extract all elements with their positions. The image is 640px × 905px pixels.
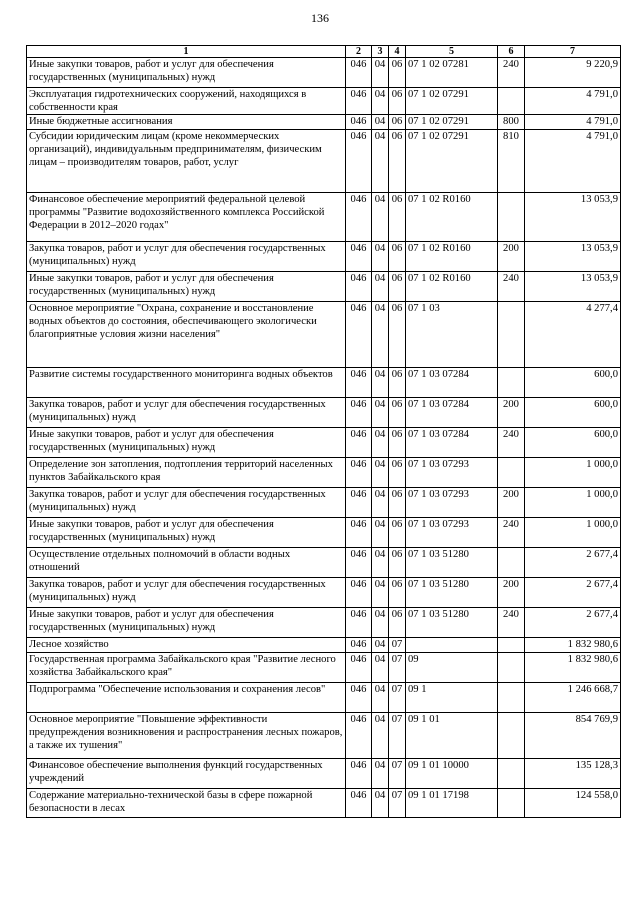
row-subsection-code: 04 bbox=[372, 638, 389, 653]
row-target-code: 07 1 03 51280 bbox=[406, 578, 498, 608]
table-row bbox=[27, 759, 621, 789]
row-subsection-detail: 06 bbox=[389, 548, 406, 578]
row-expense-type: 240 bbox=[498, 58, 525, 88]
row-target-code: 07 1 02 07291 bbox=[406, 88, 498, 115]
row-name: Развитие системы государственного мониторинга водных объектов bbox=[27, 368, 346, 398]
row-section-code: 046 bbox=[346, 428, 372, 458]
row-name: Определение зон затопления, подтопления территорий населенных пунктов Забайкальского края bbox=[27, 458, 346, 488]
row-expense-type: 240 bbox=[498, 272, 525, 302]
table-row bbox=[27, 88, 621, 115]
row-subsection-code: 04 bbox=[372, 458, 389, 488]
row-target-code: 07 1 02 R0160 bbox=[406, 193, 498, 242]
table-row bbox=[27, 130, 621, 193]
row-section-code: 046 bbox=[346, 653, 372, 683]
row-section-code: 046 bbox=[346, 548, 372, 578]
row-expense-type: 240 bbox=[498, 428, 525, 458]
row-target-code: 07 1 02 07291 bbox=[406, 130, 498, 193]
row-subsection-code: 04 bbox=[372, 428, 389, 458]
row-subsection-code: 04 bbox=[372, 683, 389, 713]
row-amount: 600,0 bbox=[525, 428, 621, 458]
row-subsection-code: 04 bbox=[372, 368, 389, 398]
column-header-3: 3 bbox=[372, 46, 389, 58]
row-section-code: 046 bbox=[346, 368, 372, 398]
row-expense-type bbox=[498, 302, 525, 368]
row-expense-type bbox=[498, 458, 525, 488]
row-amount: 600,0 bbox=[525, 368, 621, 398]
row-name: Закупка товаров, работ и услуг для обеспечения государственных (муниципальных) нужд bbox=[27, 578, 346, 608]
row-subsection-detail: 06 bbox=[389, 272, 406, 302]
row-subsection-code: 04 bbox=[372, 608, 389, 638]
column-header-7: 7 bbox=[525, 46, 621, 58]
row-target-code bbox=[406, 638, 498, 653]
row-section-code: 046 bbox=[346, 759, 372, 789]
row-section-code: 046 bbox=[346, 608, 372, 638]
row-subsection-detail: 07 bbox=[389, 683, 406, 713]
column-header-5: 5 bbox=[406, 46, 498, 58]
row-name: Финансовое обеспечение мероприятий федеральной целевой программы "Развитие водохозяйственного комплекса Российской Федерации в 2012–2020 годах" bbox=[27, 193, 346, 242]
row-expense-type: 810 bbox=[498, 130, 525, 193]
row-expense-type: 200 bbox=[498, 242, 525, 272]
row-subsection-detail: 06 bbox=[389, 58, 406, 88]
row-name: Субсидии юридическим лицам (кроме некоммерческих организаций), индивидуальным предпринимателям, физическим лицам – производителям товаров, работ, услуг bbox=[27, 130, 346, 193]
row-target-code: 07 1 03 bbox=[406, 302, 498, 368]
row-expense-type: 800 bbox=[498, 115, 525, 130]
row-name: Иные закупки товаров, работ и услуг для обеспечения государственных (муниципальных) нужд bbox=[27, 518, 346, 548]
row-amount: 2 677,4 bbox=[525, 608, 621, 638]
row-expense-type bbox=[498, 368, 525, 398]
table-row bbox=[27, 713, 621, 759]
row-amount: 4 791,0 bbox=[525, 115, 621, 130]
row-subsection-detail: 07 bbox=[389, 638, 406, 653]
row-section-code: 046 bbox=[346, 115, 372, 130]
table-row bbox=[27, 578, 621, 608]
row-target-code: 07 1 02 R0160 bbox=[406, 242, 498, 272]
row-target-code: 09 1 01 17198 bbox=[406, 789, 498, 818]
row-amount: 124 558,0 bbox=[525, 789, 621, 818]
row-amount: 4 277,4 bbox=[525, 302, 621, 368]
row-target-code: 09 bbox=[406, 653, 498, 683]
row-section-code: 046 bbox=[346, 130, 372, 193]
row-subsection-detail: 06 bbox=[389, 398, 406, 428]
row-subsection-detail: 07 bbox=[389, 653, 406, 683]
row-name: Подпрограмма "Обеспечение использования и сохранения лесов" bbox=[27, 683, 346, 713]
row-amount: 1 832 980,6 bbox=[525, 638, 621, 653]
row-subsection-code: 04 bbox=[372, 518, 389, 548]
row-subsection-code: 04 bbox=[372, 713, 389, 759]
row-section-code: 046 bbox=[346, 638, 372, 653]
row-name: Закупка товаров, работ и услуг для обеспечения государственных (муниципальных) нужд bbox=[27, 242, 346, 272]
row-subsection-detail: 06 bbox=[389, 428, 406, 458]
column-header-6: 6 bbox=[498, 46, 525, 58]
row-subsection-code: 04 bbox=[372, 272, 389, 302]
row-subsection-detail: 06 bbox=[389, 302, 406, 368]
table-row bbox=[27, 638, 621, 653]
table-row bbox=[27, 518, 621, 548]
row-section-code: 046 bbox=[346, 683, 372, 713]
table-row bbox=[27, 683, 621, 713]
row-target-code: 07 1 02 07291 bbox=[406, 115, 498, 130]
table-row bbox=[27, 272, 621, 302]
row-name: Эксплуатация гидротехнических сооружений, находящихся в собственности края bbox=[27, 88, 346, 115]
table-row bbox=[27, 548, 621, 578]
row-target-code: 07 1 02 R0160 bbox=[406, 272, 498, 302]
row-amount: 13 053,9 bbox=[525, 242, 621, 272]
row-target-code: 07 1 03 51280 bbox=[406, 548, 498, 578]
row-section-code: 046 bbox=[346, 242, 372, 272]
budget-table bbox=[26, 45, 621, 818]
row-subsection-code: 04 bbox=[372, 548, 389, 578]
row-expense-type bbox=[498, 759, 525, 789]
table-row bbox=[27, 458, 621, 488]
row-target-code: 07 1 03 07284 bbox=[406, 398, 498, 428]
row-subsection-code: 04 bbox=[372, 58, 389, 88]
row-target-code: 07 1 03 07293 bbox=[406, 518, 498, 548]
row-section-code: 046 bbox=[346, 713, 372, 759]
row-subsection-detail: 06 bbox=[389, 88, 406, 115]
row-subsection-detail: 07 bbox=[389, 759, 406, 789]
row-amount: 1 000,0 bbox=[525, 488, 621, 518]
column-header-2: 2 bbox=[346, 46, 372, 58]
row-name: Финансовое обеспечение выполнения функций государственных учреждений bbox=[27, 759, 346, 789]
table-row bbox=[27, 368, 621, 398]
table-row bbox=[27, 398, 621, 428]
row-section-code: 046 bbox=[346, 193, 372, 242]
row-amount: 1 000,0 bbox=[525, 518, 621, 548]
row-name: Основное мероприятие "Повышение эффективности предупреждения возникновения и распространения лесных пожаров, а также их тушения" bbox=[27, 713, 346, 759]
row-subsection-detail: 06 bbox=[389, 518, 406, 548]
row-amount: 1 832 980,6 bbox=[525, 653, 621, 683]
row-subsection-code: 04 bbox=[372, 115, 389, 130]
table-row bbox=[27, 193, 621, 242]
row-subsection-detail: 06 bbox=[389, 578, 406, 608]
row-section-code: 046 bbox=[346, 458, 372, 488]
table-row bbox=[27, 58, 621, 88]
row-subsection-detail: 06 bbox=[389, 130, 406, 193]
row-subsection-code: 04 bbox=[372, 88, 389, 115]
row-subsection-detail: 06 bbox=[389, 193, 406, 242]
row-expense-type: 200 bbox=[498, 578, 525, 608]
row-expense-type bbox=[498, 789, 525, 818]
row-amount: 13 053,9 bbox=[525, 193, 621, 242]
table-body bbox=[27, 58, 621, 818]
row-section-code: 046 bbox=[346, 88, 372, 115]
row-expense-type bbox=[498, 88, 525, 115]
row-subsection-code: 04 bbox=[372, 398, 389, 428]
table-row bbox=[27, 789, 621, 818]
row-expense-type bbox=[498, 713, 525, 759]
table-row bbox=[27, 302, 621, 368]
row-subsection-code: 04 bbox=[372, 130, 389, 193]
row-amount: 2 677,4 bbox=[525, 578, 621, 608]
table-row bbox=[27, 653, 621, 683]
row-name: Иные закупки товаров, работ и услуг для обеспечения государственных (муниципальных) нужд bbox=[27, 608, 346, 638]
row-subsection-detail: 06 bbox=[389, 458, 406, 488]
row-section-code: 046 bbox=[346, 398, 372, 428]
row-name: Иные бюджетные ассигнования bbox=[27, 115, 346, 130]
row-subsection-code: 04 bbox=[372, 302, 389, 368]
row-name: Основное мероприятие "Охрана, сохранение и восстановление водных объектов до состояния, обеспечивающего экологически благоприятные условия жизни населения" bbox=[27, 302, 346, 368]
row-expense-type bbox=[498, 653, 525, 683]
row-section-code: 046 bbox=[346, 789, 372, 818]
row-section-code: 046 bbox=[346, 58, 372, 88]
row-target-code: 09 1 01 bbox=[406, 713, 498, 759]
row-target-code: 07 1 03 07293 bbox=[406, 488, 498, 518]
row-target-code: 07 1 02 07281 bbox=[406, 58, 498, 88]
row-name: Закупка товаров, работ и услуг для обеспечения государственных (муниципальных) нужд bbox=[27, 488, 346, 518]
row-section-code: 046 bbox=[346, 272, 372, 302]
row-amount: 135 128,3 bbox=[525, 759, 621, 789]
row-name: Осуществление отдельных полномочий в области водных отношений bbox=[27, 548, 346, 578]
row-amount: 1 246 668,7 bbox=[525, 683, 621, 713]
page-number: 136 bbox=[311, 11, 329, 25]
row-expense-type bbox=[498, 638, 525, 653]
table-row bbox=[27, 488, 621, 518]
row-subsection-detail: 06 bbox=[389, 488, 406, 518]
row-amount: 9 220,9 bbox=[525, 58, 621, 88]
row-subsection-detail: 07 bbox=[389, 713, 406, 759]
row-subsection-code: 04 bbox=[372, 759, 389, 789]
row-subsection-code: 04 bbox=[372, 653, 389, 683]
row-subsection-detail: 06 bbox=[389, 608, 406, 638]
column-header-4: 4 bbox=[389, 46, 406, 58]
row-expense-type: 200 bbox=[498, 398, 525, 428]
row-subsection-code: 04 bbox=[372, 242, 389, 272]
row-subsection-code: 04 bbox=[372, 193, 389, 242]
row-expense-type: 200 bbox=[498, 488, 525, 518]
row-expense-type bbox=[498, 683, 525, 713]
column-header-1: 1 bbox=[27, 46, 346, 58]
row-subsection-code: 04 bbox=[372, 488, 389, 518]
row-amount: 4 791,0 bbox=[525, 88, 621, 115]
row-subsection-detail: 06 bbox=[389, 115, 406, 130]
row-amount: 13 053,9 bbox=[525, 272, 621, 302]
row-target-code: 09 1 bbox=[406, 683, 498, 713]
row-expense-type bbox=[498, 548, 525, 578]
row-name: Содержание материально-технической базы в сфере пожарной безопасности в лесах bbox=[27, 789, 346, 818]
row-target-code: 09 1 01 10000 bbox=[406, 759, 498, 789]
header-row bbox=[27, 46, 621, 58]
row-subsection-code: 04 bbox=[372, 578, 389, 608]
table-row bbox=[27, 115, 621, 130]
row-name: Закупка товаров, работ и услуг для обеспечения государственных (муниципальных) нужд bbox=[27, 398, 346, 428]
row-name: Иные закупки товаров, работ и услуг для обеспечения государственных (муниципальных) нужд bbox=[27, 428, 346, 458]
table-row bbox=[27, 242, 621, 272]
row-subsection-detail: 07 bbox=[389, 789, 406, 818]
row-expense-type bbox=[498, 193, 525, 242]
row-subsection-code: 04 bbox=[372, 789, 389, 818]
row-name: Лесное хозяйство bbox=[27, 638, 346, 653]
row-target-code: 07 1 03 07293 bbox=[406, 458, 498, 488]
row-name: Иные закупки товаров, работ и услуг для обеспечения государственных (муниципальных) нужд bbox=[27, 58, 346, 88]
table-row bbox=[27, 608, 621, 638]
row-subsection-detail: 06 bbox=[389, 368, 406, 398]
row-expense-type: 240 bbox=[498, 518, 525, 548]
row-subsection-detail: 06 bbox=[389, 242, 406, 272]
row-name: Государственная программа Забайкальского края "Развитие лесного хозяйства Забайкальского края" bbox=[27, 653, 346, 683]
row-amount: 854 769,9 bbox=[525, 713, 621, 759]
row-target-code: 07 1 03 51280 bbox=[406, 608, 498, 638]
row-target-code: 07 1 03 07284 bbox=[406, 368, 498, 398]
row-amount: 1 000,0 bbox=[525, 458, 621, 488]
row-amount: 2 677,4 bbox=[525, 548, 621, 578]
row-section-code: 046 bbox=[346, 578, 372, 608]
row-target-code: 07 1 03 07284 bbox=[406, 428, 498, 458]
row-name: Иные закупки товаров, работ и услуг для обеспечения государственных (муниципальных) нужд bbox=[27, 272, 346, 302]
table-row bbox=[27, 428, 621, 458]
row-amount: 600,0 bbox=[525, 398, 621, 428]
row-expense-type: 240 bbox=[498, 608, 525, 638]
row-section-code: 046 bbox=[346, 488, 372, 518]
row-section-code: 046 bbox=[346, 302, 372, 368]
row-section-code: 046 bbox=[346, 518, 372, 548]
row-amount: 4 791,0 bbox=[525, 130, 621, 193]
